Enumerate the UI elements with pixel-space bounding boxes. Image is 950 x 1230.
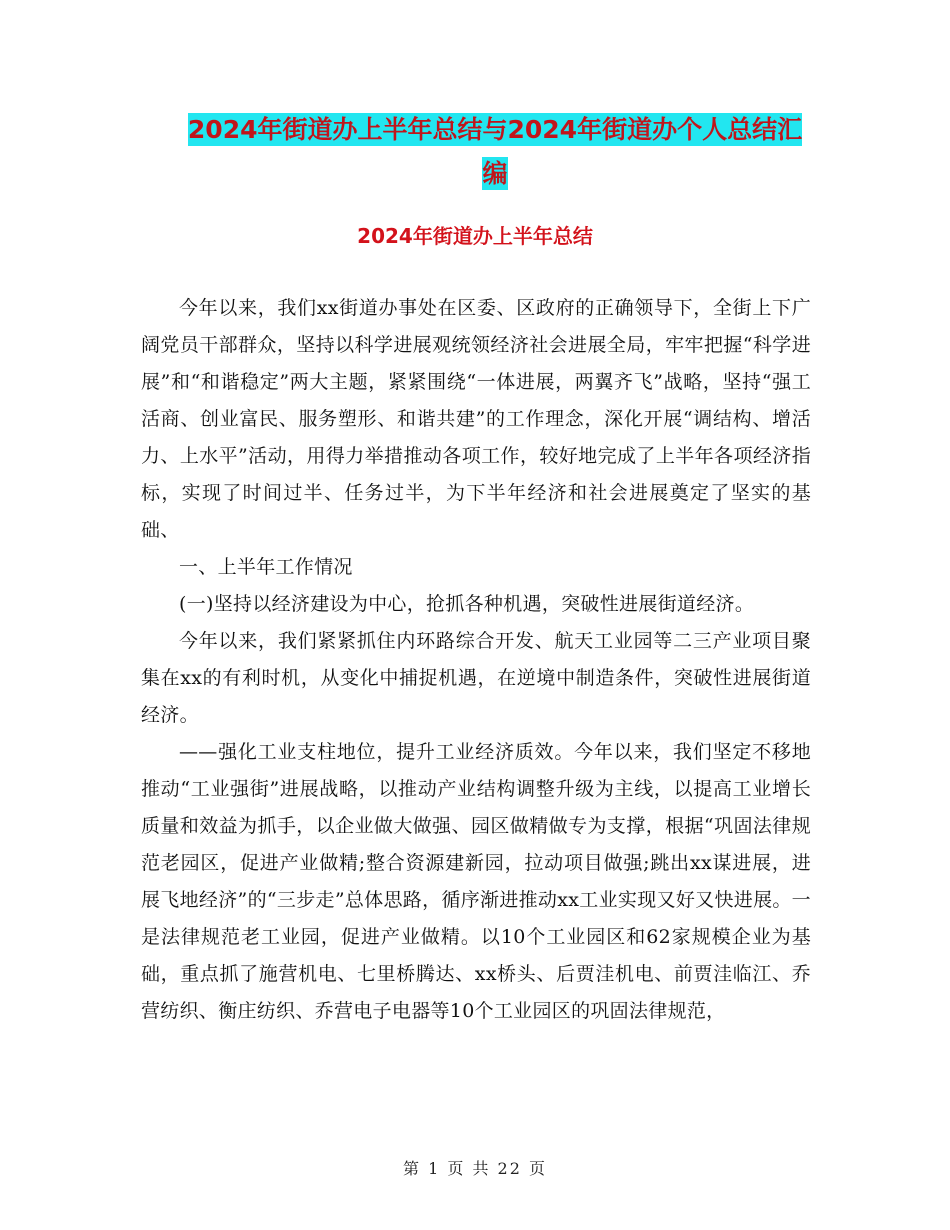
body-text xyxy=(141,290,811,1030)
paragraph-industry: ——强化工业支柱地位，提升工业经济质效。今年以来，我们坚定不移地推动“工业强街”进展战略，以推动产业结构调整升级为主线，以提高工业增长质量和效益为抓手，以企业做大做强、园区做精做专为支撑，根据“巩固法律规范老园区，促进产业做精;整合资源建新园，拉动项目做强;跳出xx谋进展，进展飞地经济”的“三步走”总体思路，循序渐进推动xx工业实现又好又快进展。一是法律规范老工业园，促进产业做精。以10个工业园区和62家规模企业为基础，重点抓了施营机电、七里桥腾达、xx桥头、后贾洼机电、前贾洼临江、乔营纺织、衡庄纺织、乔营电子电器等10个工业园区的巩固法律规范， xyxy=(141,741,811,1022)
section-title: 2024年街道办上半年总结 xyxy=(357,224,593,248)
page-number-footer: 第 1 页 共 22 页 xyxy=(403,1159,547,1178)
title-highlight-line2: 编 xyxy=(482,159,508,188)
paragraph-intro: 今年以来，我们xx街道办事处在区委、区政府的正确领导下，全街上下广阔党员干部群众，坚持以科学进展观统领经济社会进展全局，牢牢把握“科学进展”和“和谐稳定”两大主题，紧紧围绕“一体进展，两翼齐飞”战略，坚持“强工活商、创业富民、服务塑形、和谐共建”的工作理念，深化开展“调结构、增活力、上水平”活动，用得力举措推动各项工作，较好地完成了上半年各项经济指标，实现了时间过半、任务过半，为下半年经济和社会进展奠定了坚实的基础、 xyxy=(141,297,811,541)
document-title xyxy=(140,108,850,196)
heading-first-half-work: 一、上半年工作情况 xyxy=(179,556,353,578)
paragraph-economy: 今年以来，我们紧紧抓住内环路综合开发、航天工业园等二三产业项目聚集在xx的有利时机，从变化中捕捉机遇，在逆境中制造条件，突破性进展街道经济。 xyxy=(141,630,811,726)
subheading-economy: (一)坚持以经济建设为中心，抢抓各种机遇，突破性进展街道经济。 xyxy=(179,593,755,615)
title-highlight-line1: 2024年街道办上半年总结与2024年街道办个人总结汇 xyxy=(187,115,803,144)
